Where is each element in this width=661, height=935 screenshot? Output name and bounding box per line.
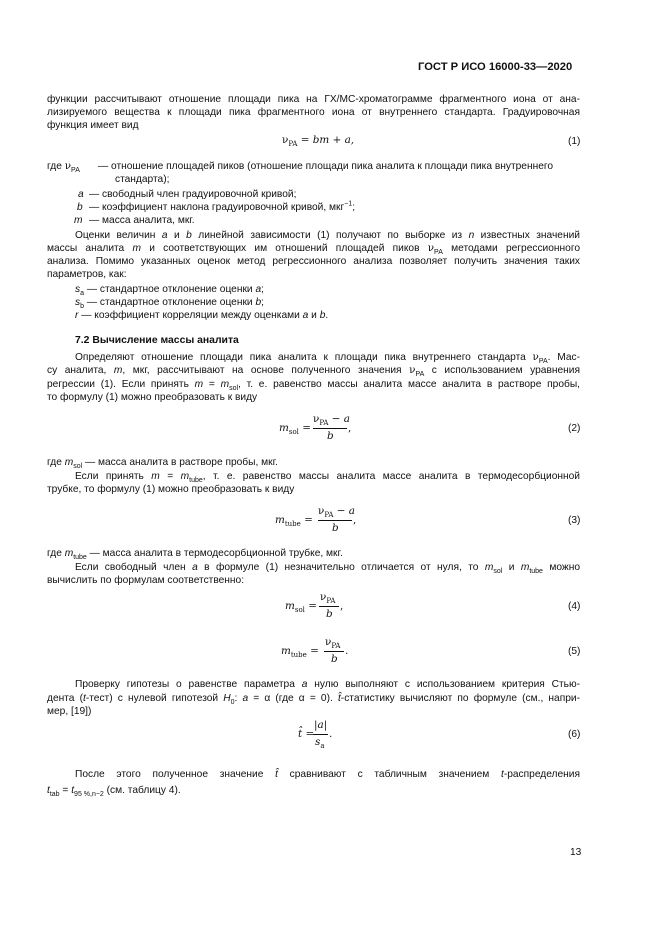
subscript: sol: [493, 568, 503, 576]
text: нулю выполняют с использованием критерия Стью-: [307, 679, 581, 690]
var: m: [113, 365, 123, 376]
equation-5-lhs: [281, 645, 319, 660]
fraction-bar: [319, 606, 339, 607]
text: -распределения: [503, 769, 580, 780]
var: m: [151, 471, 160, 482]
text: После этого полученное значение: [75, 769, 276, 780]
text: Оценки величин: [75, 230, 162, 241]
var: b: [255, 297, 262, 308]
equation-number: (6): [568, 729, 581, 740]
paragraph-line: [75, 229, 580, 242]
equation-number: (2): [568, 423, 581, 434]
var: ν: [313, 413, 320, 425]
text: :: [234, 693, 243, 704]
equation-number: (1): [568, 136, 581, 147]
text: Если принять: [75, 471, 152, 482]
subscript: b: [80, 303, 84, 311]
param-item: [75, 309, 328, 322]
var: t̂: [298, 728, 303, 740]
var: n: [468, 230, 475, 241]
equation-5-end: .: [345, 645, 349, 657]
var: m: [281, 645, 291, 657]
var: b: [186, 230, 192, 241]
text: и: [167, 230, 187, 241]
var: t: [500, 769, 504, 780]
text: , т. е. равенство массы аналита массе аналита в растворе пробы,: [238, 379, 580, 390]
subscript: sol: [229, 385, 239, 393]
text: методами регрессионного: [442, 243, 580, 254]
fraction-bar: [324, 651, 344, 652]
eq-sign: =: [306, 645, 319, 657]
eq-sign: =: [302, 728, 315, 740]
definition-line: [47, 547, 343, 560]
var: m: [64, 548, 74, 559]
def-subscript: PA: [71, 167, 80, 175]
text: сравнивают с табличным значением: [277, 769, 501, 780]
equation-3-numerator: [318, 505, 355, 520]
definition-text: [89, 201, 355, 214]
subscript: 0: [230, 699, 235, 707]
var: m: [132, 243, 141, 254]
paragraph-line: [75, 351, 580, 364]
paragraph-line: параметров, как:: [47, 269, 127, 280]
equation-4-denominator: b: [326, 608, 333, 620]
var: H: [223, 693, 231, 704]
subscript: tab: [49, 791, 60, 799]
var: m: [275, 514, 285, 526]
var: t̂: [275, 769, 278, 780]
fraction-bar: [313, 428, 347, 429]
var: ν: [409, 364, 416, 376]
var: m: [285, 600, 295, 612]
var: r: [75, 310, 79, 321]
text: — масса аналита в растворе пробы, мкг.: [82, 457, 278, 468]
equation-number: (3): [568, 515, 581, 526]
var: m: [279, 422, 289, 434]
var: a: [242, 693, 249, 704]
subscript: PA: [324, 511, 334, 520]
equation-4-end: ,: [340, 600, 344, 612]
definition-text: — свободный член градуировочной кривой;: [89, 189, 297, 200]
paragraph-line: вычислить по формулам соответственно:: [47, 575, 245, 586]
eq-sign: =: [304, 600, 317, 612]
equation-6-end: .: [329, 728, 333, 740]
paragraph-line: трубке, то формулу (1) можно преобразовать к виду: [47, 484, 295, 495]
text: =: [59, 785, 72, 796]
punct: ;: [261, 297, 264, 308]
equation-3-denominator: b: [332, 522, 339, 534]
text: в формуле (1) незначительно отличается от нуля, то: [197, 562, 485, 573]
var: a: [161, 230, 168, 241]
paragraph-line: анализа. Помимо указанных оценок метод регрессионного анализа позволяет получить значения таких: [47, 256, 580, 267]
equation-6-lhs: [298, 728, 314, 740]
text: дента (: [47, 693, 83, 704]
paragraph-line: [75, 470, 580, 483]
subscript: PA: [319, 419, 329, 428]
eq-rhs: = bm + a,: [297, 134, 355, 146]
subscript: 95 %,n−2: [74, 791, 104, 799]
subscript: tube: [529, 568, 543, 576]
paragraph-line: [47, 784, 181, 797]
var: b: [319, 310, 326, 321]
equation-4-numerator: [320, 591, 336, 606]
subscript: sol: [294, 606, 305, 615]
var: m: [194, 379, 204, 390]
subscript: PA: [538, 358, 548, 366]
text: линейной зависимости (1) получают по выборке из: [191, 230, 469, 241]
eq-subscript: PA: [288, 140, 298, 149]
punct: ;: [261, 284, 264, 295]
subscript: tube: [73, 554, 87, 562]
var: a: [192, 562, 198, 573]
var: m: [220, 379, 230, 390]
text: — коэффициент корреляции между оценками: [78, 310, 303, 321]
subscript: a: [320, 742, 325, 751]
var: s: [75, 297, 81, 308]
var: ν: [532, 351, 539, 363]
var: ν: [320, 591, 327, 603]
equation-5-numerator: [325, 636, 341, 651]
text: =: [203, 379, 221, 390]
definition-text: — отношение площадей пиков (отношение площади пика аналита к площади пика внутреннего: [98, 161, 554, 172]
definition-line: [47, 456, 278, 469]
definition-text: — масса аналита, мкг.: [89, 215, 195, 226]
text: и: [308, 310, 320, 321]
text: (см. таблицу 4).: [103, 785, 181, 796]
equation-2-denominator: b: [327, 430, 334, 442]
var: m: [64, 457, 74, 468]
def-superscript: −1: [344, 200, 353, 208]
text: где: [47, 548, 65, 559]
var: t: [71, 785, 75, 796]
text: можно: [542, 562, 580, 573]
paragraph-line: [75, 561, 580, 574]
var: t̂: [337, 693, 341, 704]
subscript: sol: [288, 428, 299, 437]
text: — масса аналита в термодесорбционной трубке, мкг.: [86, 548, 343, 559]
equation-2-end: ,: [348, 422, 352, 434]
def-symbol: a: [78, 189, 84, 200]
var: m: [484, 562, 494, 573]
text: Если свободный член: [75, 562, 193, 573]
text: = α (где α = 0).: [248, 693, 338, 704]
paragraph-line: [47, 242, 580, 255]
section-title: 7.2 Вычисление массы аналита: [75, 335, 239, 346]
var: m: [180, 471, 190, 482]
var: a: [302, 310, 309, 321]
equation-6-denominator: [315, 736, 325, 751]
equation-2-lhs: [279, 422, 311, 437]
document-header-title: ГОСТ Р ИСО 16000-33—2020: [418, 61, 573, 73]
paragraph-line: функции рассчитывают отношение площади пика на ГХ/МС-хроматограмме фрагментного иона от ана-: [47, 94, 580, 105]
subscript: tube: [189, 477, 203, 485]
text: , т. е. равенство массы аналита массе аналита в термодесорбционной: [202, 471, 580, 482]
page-number: 13: [570, 847, 582, 858]
subscript: PA: [326, 597, 336, 606]
eq-sign: =: [300, 514, 313, 526]
var: s: [315, 736, 321, 748]
text: =: [159, 471, 181, 482]
paragraph-line: [47, 378, 580, 391]
var: t: [82, 693, 86, 704]
text: Определяют отношение площади пика аналита к площади пика внутреннего стандарта: [75, 352, 533, 363]
equation-number: (4): [568, 601, 581, 612]
where-label: где: [47, 161, 62, 172]
text: регрессии (1). Если принять: [47, 379, 195, 390]
equation-number: (5): [568, 646, 581, 657]
paragraph-line: [47, 692, 580, 705]
paragraph-line: мер, [19]): [47, 706, 92, 717]
text: известных значений: [474, 230, 580, 241]
def-symbol: m: [74, 215, 83, 226]
equation-1: [282, 134, 355, 149]
param-item: [75, 296, 264, 309]
var: a: [301, 679, 308, 690]
paragraph-line: [75, 768, 580, 781]
text: — стандартное отклонение оценки: [84, 284, 256, 295]
var: m: [520, 562, 530, 573]
paragraph-line: лизируемого вещества к площади пика фрагментного иона от внутреннего стандарта. Градуировочная: [47, 107, 580, 118]
def-symbol: ν: [64, 160, 72, 172]
text: − a: [328, 413, 350, 425]
def-punct: ;: [352, 202, 356, 213]
text: . Мас-: [547, 352, 580, 363]
text: — стандартное отклонение оценки: [84, 297, 256, 308]
punct: .: [325, 310, 329, 321]
definition-where: [47, 160, 80, 173]
subscript: tube: [284, 520, 301, 529]
var: ν: [318, 505, 325, 517]
fraction-bar: [313, 734, 328, 735]
subscript: tube: [290, 651, 307, 660]
definition-text: стандарта);: [115, 174, 170, 185]
var: s: [75, 284, 81, 295]
text: Проверку гипотезы о равенстве параметра: [75, 679, 302, 690]
def-symbol: b: [77, 202, 83, 213]
text: где: [47, 457, 65, 468]
subscript: a: [80, 290, 84, 298]
text: су аналита,: [47, 365, 114, 376]
text: -статистику вычисляют по формуле (см., напри-: [340, 693, 580, 704]
equation-3-lhs: [275, 514, 313, 529]
paragraph-line: функция имеет вид: [47, 120, 139, 131]
equation-6-numerator: |a|: [314, 719, 328, 731]
var: ν: [427, 242, 435, 254]
var: t: [47, 785, 50, 796]
text: -тест) с нулевой гипотезой: [85, 693, 224, 704]
equation-4-lhs: [285, 600, 317, 615]
fraction-bar: [318, 520, 352, 521]
param-item: [75, 283, 264, 296]
equation-3-end: ,: [353, 514, 357, 526]
text: и: [502, 562, 521, 573]
subscript: PA: [415, 371, 425, 379]
text: и соответствующих им отношений площадей пиков: [140, 243, 428, 254]
text: , мкг, рассчитывают на основе полученного значения: [122, 365, 410, 376]
var: ν: [325, 636, 332, 648]
subscript: PA: [331, 642, 341, 651]
var: a: [255, 284, 262, 295]
equation-5-denominator: b: [331, 653, 338, 665]
eq-symbol: ν: [282, 134, 289, 146]
equation-2-numerator: [313, 413, 350, 428]
subscript: PA: [434, 249, 443, 257]
paragraph-line: то формулу (1) можно преобразовать к виду: [47, 392, 258, 403]
definition-text-main: — коэффициент наклона градуировочной кривой, мкг: [89, 202, 345, 213]
paragraph-line: [47, 364, 580, 377]
text: массы аналита: [47, 243, 133, 254]
paragraph-line: [75, 678, 580, 691]
text: с использованием уравнения: [424, 365, 580, 376]
text: − a: [333, 505, 355, 517]
subscript: sol: [73, 463, 83, 471]
eq-sign: =: [298, 422, 311, 434]
